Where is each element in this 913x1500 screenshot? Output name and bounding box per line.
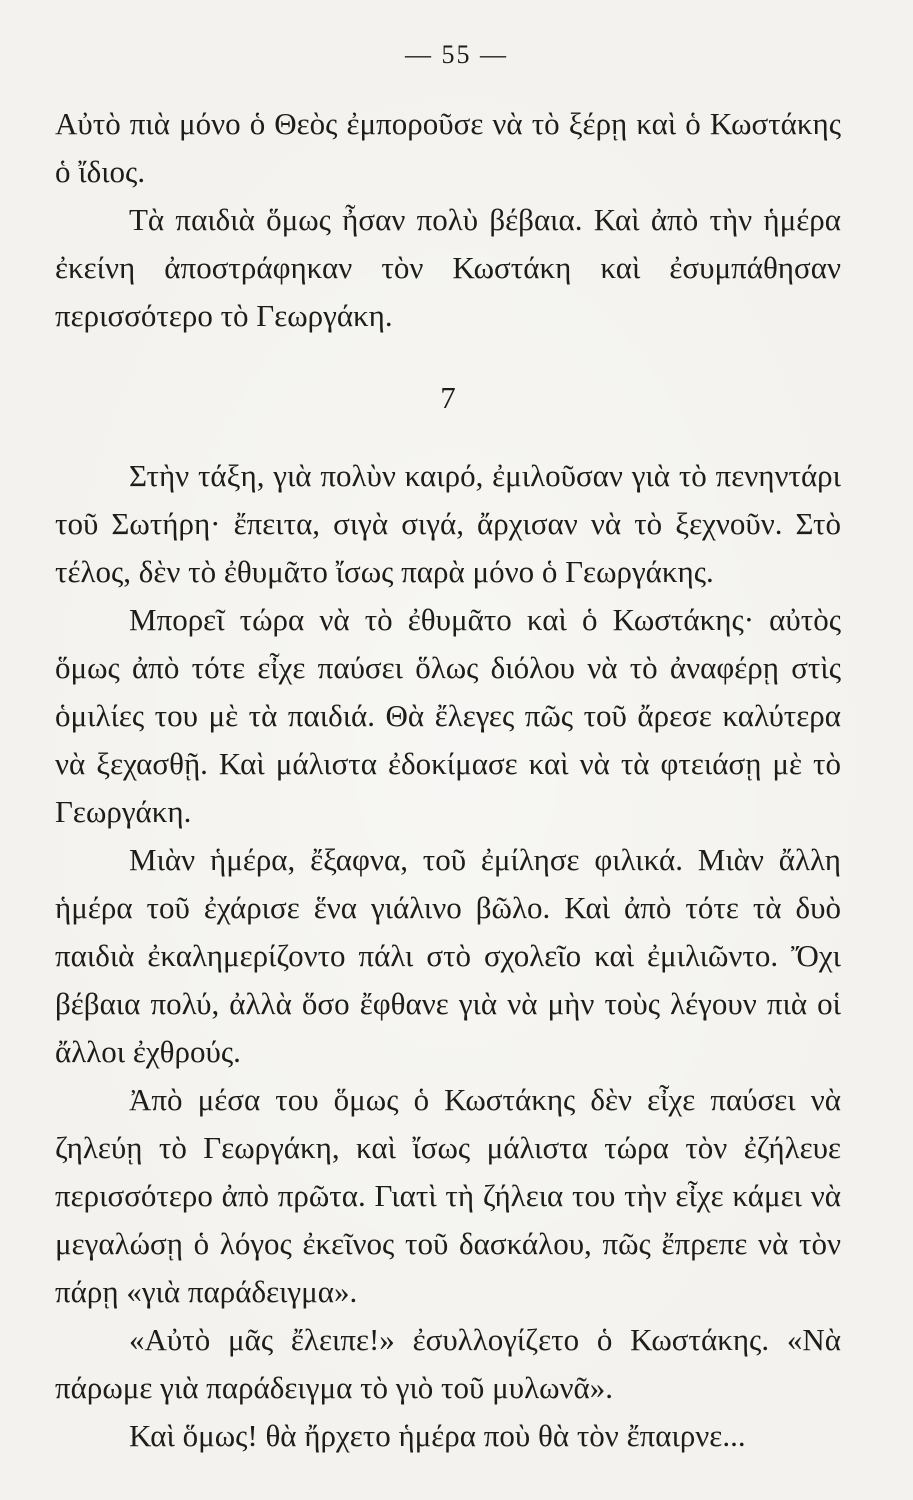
paragraph-6: Ἀπὸ μέσα του ὅμως ὁ Κωστάκης δὲν εἶχε παύσει νὰ ζηλεύῃ τὸ Γεωργάκη, καὶ ἴσως μάλιστα τώρα τὸν ἐζήλευε περισσότερο ἀπὸ πρῶτα. Γιατὶ τὴ ζήλεια του τὴν εἶχε κάμει νὰ μεγαλώσῃ ὁ λόγος ἐκεῖνος τοῦ δασκάλου, πῶς ἔπρεπε νὰ τὸν πάρῃ «γιὰ παράδειγμα». xyxy=(55,1082,841,1309)
paragraph-3: Στὴν τάξη, γιὰ πολὺν καιρό, ἐμιλοῦσαν γιὰ τὸ πενηντάρι τοῦ Σωτήρη· ἔπειτα, σιγὰ σιγά, ἄρχισαν νὰ τὸ ξεχνοῦν. Στὸ τέλος, δὲν τὸ ἐθυμᾶτο ἴσως παρὰ μόνο ὁ Γεωργάκης. xyxy=(55,458,841,589)
paragraph-8: Καὶ ὅμως! θὰ ἤρχετο ἡμέρα ποὺ θὰ τὸν ἔπαιρνε... xyxy=(129,1418,746,1453)
section-number: 7 xyxy=(440,380,456,415)
text-block xyxy=(55,100,841,1460)
paragraph-4: Μπορεῖ τώρα νὰ τὸ ἐθυμᾶτο καὶ ὁ Κωστάκης· αὐτὸς ὅμως ἀπὸ τότε εἶχε παύσει ὅλως διόλου νὰ τὸ ἀναφέρῃ στὶς ὁμιλίες του μὲ τὰ παιδιά. Θὰ ἔλεγες πῶς τοῦ ἄρεσε καλύτερα νὰ ξεχασθῇ. Καὶ μάλιστα ἐδοκίμασε καὶ νὰ τὰ φτειάσῃ μὲ τὸ Γεωργάκη. xyxy=(55,602,841,829)
paragraph-5: Μιὰν ἡμέρα, ἔξαφνα, τοῦ ἐμίλησε φιλικά. Μιὰν ἄλλη ἡμέρα τοῦ ἐχάρισε ἕνα γιάλινο βῶλο. Καὶ ἀπὸ τότε τὰ δυὸ παιδιὰ ἐκαλημερίζοντο πάλι στὸ σχολεῖο καὶ ἐμιλιῶντο. Ὄχι βέβαια πολύ, ἀλλὰ ὅσο ἔφθανε γιὰ νὰ μὴν τοὺς λέγουν πιὰ οἱ ἄλλοι ἐχθρούς. xyxy=(55,842,841,1069)
page-number: — 55 — xyxy=(405,40,508,69)
paragraph-1: Αὐτὸ πιὰ μόνο ὁ Θεὸς ἐμποροῦσε νὰ τὸ ξέρῃ καὶ ὁ Κωστάκης ὁ ἴδιος. xyxy=(55,106,841,189)
paragraph-7: «Αὐτὸ μᾶς ἔλειπε!» ἐσυλλογίζετο ὁ Κωστάκης. «Νὰ πάρωμε γιὰ παράδειγμα τὸ γιὸ τοῦ μυλωνᾶ». xyxy=(55,1322,841,1405)
paragraph-2: Τὰ παιδιὰ ὅμως ἦσαν πολὺ βέβαια. Καὶ ἀπὸ τὴν ἡμέρα ἐκείνη ἀποστράφηκαν τὸν Κωστάκη καὶ ἐσυμπάθησαν περισσότερο τὸ Γεωργάκη. xyxy=(55,202,841,333)
